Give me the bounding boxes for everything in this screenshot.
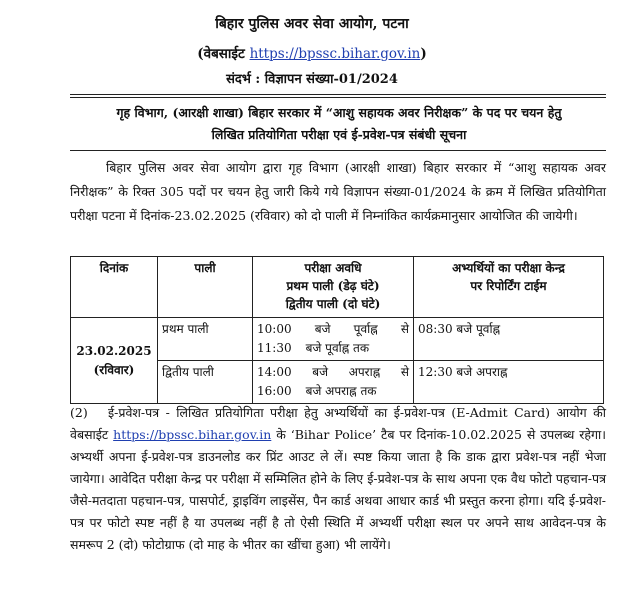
website-line <box>0 44 624 62</box>
website-link[interactable]: https://bpssc.bihar.gov.in <box>249 46 421 62</box>
header-duration-line3: द्वितीय पाली (दो घंटे) <box>285 297 381 311</box>
end-word: बजे पूर्वाह्न तक <box>305 341 370 355</box>
start-to: से <box>400 365 409 379</box>
point-number: (2) <box>70 405 88 420</box>
admit-card-text-b: के ‘Bihar Police’ टैब पर दिनांक-10.02.2025 से उपलब्ध रहेगा। अभ्यर्थी अपना ई-प्रवेश-पत्र डाउनलोड कर प्रिंट आउट ले लें। स्पष्ट किया जाता है कि डाक द्वारा प्रवेश-पत्र नहीं भेजा जायेगा। आवेदित परीक्षा केन्द्र पर परीक्षा में सम्मिलित होने के लिए ई-प्रवेश-पत्र के साथ अपना एक वैध फोटो पहचान-पत्र जैसे-मतदाता पहचान-पत्र, पासपोर्ट, ड्राइविंग लाइसेंस, पैन कार्ड अथवा आधार कार्ड भी प्रस्तुत करना होगा। यदि ई-प्रवेश-पत्र पर फोटो स्पष्ट नहीं है या उपलब्ध नहीं है तो ऐसी स्थिति में अभ्यर्थी परीक्षा स्थल पर अपने साथ आवेदन-पत्र के समरूप 2 (दो) फोटोग्राफ (दो माह के भीतर का खींचा हुआ) भी लायेंगे। <box>70 427 606 552</box>
end-time: 11:30 <box>257 341 292 355</box>
end-time: 16:00 <box>257 384 292 398</box>
org-title: बिहार पुलिस अवर सेवा आयोग, पटना <box>215 16 409 32</box>
header-reporting-line1: अभ्यर्थियों का परीक्षा केन्द्र <box>452 261 565 275</box>
start-word: बजे <box>312 365 329 379</box>
start-time: 14:00 <box>257 365 292 379</box>
table-header-row <box>71 257 604 318</box>
header-reporting <box>414 257 604 318</box>
website-prefix: (वेबसाईट <box>197 46 250 62</box>
divider <box>70 150 606 151</box>
divider <box>70 97 606 98</box>
header-duration-line1: परीक्षा अवधि <box>304 261 362 275</box>
shift-duration <box>253 318 414 361</box>
notice-subject <box>72 102 606 146</box>
start-to: से <box>400 322 409 336</box>
exam-day: (रविवार) <box>93 362 135 377</box>
start-time: 10:00 <box>257 322 292 336</box>
exam-schedule-table <box>70 256 604 404</box>
exam-date-cell <box>71 318 158 404</box>
start-word: बजे <box>314 322 331 336</box>
start-period: अपराह्न <box>348 365 381 379</box>
header-duration <box>253 257 414 318</box>
header-reporting-line2: पर रिपोर्टिंग टाईम <box>470 279 547 293</box>
subject-line-1: गृह विभाग, (आरक्षी शाखा) बिहार सरकार में “आशु सहायक अवर निरीक्षक” के पद पर चयन हेतु <box>116 105 562 120</box>
end-word: बजे अपराह्न तक <box>305 384 377 398</box>
exam-date: 23.02.2025 <box>76 343 152 358</box>
table-row <box>71 318 604 361</box>
intro-paragraph: बिहार पुलिस अवर सेवा आयोग द्वारा गृह विभाग (आरक्षी शाखा) बिहार सरकार में “आशु सहायक अवर निरीक्षक” के रिक्त 305 पदों पर चयन हेतु जारी किये गये विज्ञापन संख्या-01/2024 के क्रम में लिखित प्रतियोगिता परीक्षा पटना में दिनांक-23.02.2025 (रविवार) को दो पाली में निम्नांकित कार्यक्रमानुसार आयोजित की जायेगी। <box>70 160 606 223</box>
header-duration-line2: प्रथम पाली (डेढ़ घंटे) <box>286 279 380 293</box>
reporting-time: 12:30 बजे अपराह्न <box>414 361 604 404</box>
shift-name: द्वितीय पाली <box>158 361 253 404</box>
admit-card-text-a: ई-प्रवेश-पत्र - लिखित प्रतियोगिता परीक्षा हेतु अभ्यर्थियों का ई-प्रवेश-पत्र (E-Admit Card) आयोग की वेबसाईट <box>70 405 606 442</box>
header-date: दिनांक <box>71 257 158 318</box>
reporting-time: 08:30 बजे पूर्वाह्न <box>414 318 604 361</box>
admit-card-paragraph <box>70 402 606 556</box>
shift-duration <box>253 361 414 404</box>
start-period: पूर्वाह्न <box>353 322 378 336</box>
reference-line: संदर्भ : विज्ञापन संख्या-01/2024 <box>226 72 398 87</box>
divider <box>70 94 606 95</box>
admit-card-website-link[interactable]: https://bpssc.bihar.gov.in <box>113 427 272 442</box>
website-suffix: ) <box>420 46 427 62</box>
header-shift: पाली <box>158 257 253 318</box>
shift-name: प्रथम पाली <box>158 318 253 361</box>
subject-line-2: लिखित प्रतियोगिता परीक्षा एवं ई-प्रवेश-पत्र संबंधी सूचना <box>211 127 467 142</box>
